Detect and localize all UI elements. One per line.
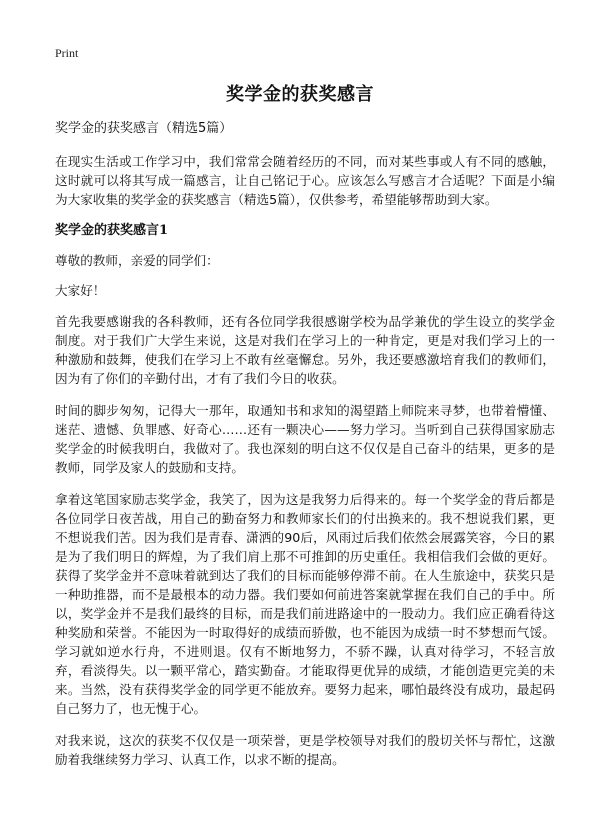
greeting-line: 尊敬的教师，亲爱的同学们： [55, 253, 219, 268]
body-paragraph: 拿着这笔国家励志奖学金，我笑了，因为这是我努力后得来的。每一个奖学金的背后都是各位同学日夜苦战，用自己的勤奋努力和教师家长们的付出换来的。我不想说我们累，更不想说我们苦。因为我们是青春、潇洒的90后，风雨过后我们依然会展露笑容，今日的累是为了我们明日的辉煌，为了我们肩上那不可推卸的历史重任。我相信我们会做的更好。获得了奖学金并不意味着就到达了我们的目标而能够停滞不前。在人生旅途中，获奖只是一种助推器，而不是最根本的动力器。我们要如何前进答案就掌握在我们自己的手中。所以，奖学金并不是我们最终的目标，而是我们前进路途中的一股动力。我们应正确看待这种奖励和荣誉。不能因为一时取得好的成绩而骄傲，也不能因为成绩一时不梦想而气馁。学习就如逆水行舟，不进则退。仅有不断地努力，不骄不躁，认真对待学习，不轻言放弃，看淡得失。以一颗平常心，踏实勤奋。才能取得更优异的成绩，才能创造更完美的未来。当然，没有获得奖学金的同学更不能放弃。要努力起来，哪怕最终没有成功，最起码自己努力了，也无愧于心。 [55, 492, 555, 716]
hello-line: 大家好！ [55, 283, 106, 298]
article-body [55, 120, 555, 782]
body-paragraph: 首先我要感谢我的各科教师，还有各位同学我很感谢学校为品学兼优的学生设立的奖学金制度。对于我们广大学生来说，这是对我们在学习上的一种肯定，更是对我们学习上的一种激励和鼓舞，使我们在学习上不敢有丝毫懈怠。另外，我还要感激培育我们的教师们，因为有了你们的辛勤付出，才有了我们今日的收获。 [55, 314, 555, 386]
intro-paragraph: 在现实生活或工作学习中，我们常常会随着经历的不同，而对某些事或人有不同的感触，这时就可以将其写成一篇感言，让自己铭记于心。应该怎么写感言才合适呢？下面是小编为大家收集的奖学金的获奖感言（精选5篇），仅供参考，希望能够帮助到大家。 [55, 154, 555, 207]
section-heading: 奖学金的获奖感言1 [55, 223, 169, 238]
print-link[interactable]: Print [55, 46, 79, 60]
body-paragraph: 对我来说，这次的获奖不仅仅是一项荣誉，更是学校领导对我们的殷切关怀与帮忙，这激励着我继续努力学习、认真工作，以求不断的提高。 [55, 733, 555, 767]
body-paragraph: 时间的脚步匆匆，记得大一那年，取通知书和求知的渴望踏上师院来寻梦，也带着懵懂、迷茫、遗憾、负罪感、好奇心……还有一颗决心——努力学习。当听到自己获得国家励志奖学金的时候我明白，我做对了。我也深刻的明白这不仅仅是自己奋斗的结果，更多的是教师，同学及家人的鼓励和支持。 [55, 403, 555, 475]
article-subtitle: 奖学金的获奖感言（精选5篇） [55, 121, 233, 136]
page-title: 奖学金的获奖感言 [226, 84, 374, 105]
